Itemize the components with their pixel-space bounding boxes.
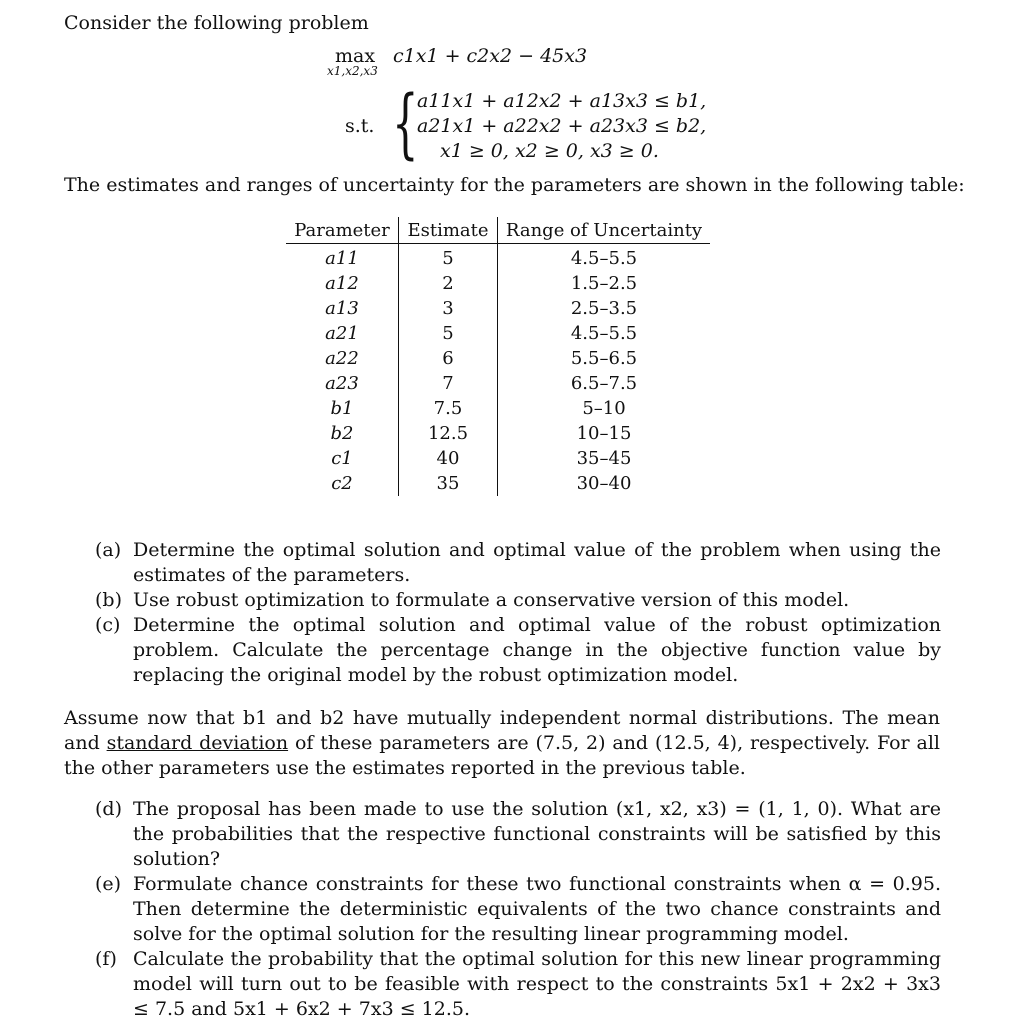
question-text: Formulate chance constraints for these two functional constraints when α = 0.95. Then determine the deterministic equivalents of the two chance constraints and solve for the optimal solution for the resulting linear programming model. xyxy=(133,873,941,945)
table-row xyxy=(286,271,710,296)
assumption-part1: Assume now that b1 and b2 have mutually independent normal distributions. The mean and xyxy=(64,707,940,754)
table-row xyxy=(286,421,710,446)
question-item xyxy=(95,538,941,588)
question-label: (d) xyxy=(95,798,122,820)
param-cell: a11 xyxy=(286,244,399,272)
estimate-cell: 2 xyxy=(399,271,498,296)
question-text: Determine the optimal solution and optimal value of the robust optimization problem. Calculate the percentage change in the objective function value by replacing the original model by the robust optimization model. xyxy=(133,614,941,686)
assumption-underlined: standard deviation xyxy=(106,732,289,754)
table-row xyxy=(286,471,710,496)
param-cell: c1 xyxy=(286,446,399,471)
range-cell: 4.5–5.5 xyxy=(570,248,638,269)
param-cell: a22 xyxy=(286,346,399,371)
estimate-cell: 5 xyxy=(399,321,498,346)
question-label: (f) xyxy=(95,948,117,970)
table-row xyxy=(286,321,710,346)
question-item xyxy=(95,872,941,947)
question-item xyxy=(95,797,941,872)
question-label: (c) xyxy=(95,614,121,636)
assumption-part2: of these parameters are (7.5, 2) and (12.5, 4), respectively. For all the other parameters use the estimates reported in the previous table. xyxy=(64,732,940,779)
param-cell: c2 xyxy=(286,471,399,496)
estimate-cell: 6 xyxy=(399,346,498,371)
max-operator: max xyxy=(335,45,376,67)
question-item xyxy=(95,613,941,688)
range-cell: 10–15 xyxy=(576,423,632,444)
questions-abc xyxy=(95,538,941,688)
question-label: (e) xyxy=(95,873,122,895)
table-row xyxy=(286,396,710,421)
param-cell: a21 xyxy=(286,321,399,346)
constraint-1: a11x1 + a12x2 + a13x3 ≤ b1, xyxy=(417,90,707,112)
questions-def xyxy=(95,797,941,1022)
intro-text: Consider the following problem xyxy=(64,12,369,34)
question-item xyxy=(95,947,941,1022)
max-variables: x1,x2,x3 xyxy=(327,64,378,78)
range-cell: 6.5–7.5 xyxy=(570,373,638,394)
estimate-cell: 7.5 xyxy=(399,396,498,421)
estimate-cell: 12.5 xyxy=(399,421,498,446)
param-cell: b1 xyxy=(286,396,399,421)
range-cell: 2.5–3.5 xyxy=(570,298,638,319)
header-range: Range of Uncertainty xyxy=(498,217,711,244)
subject-to-label: s.t. xyxy=(345,115,375,137)
constraint-2: a21x1 + a22x2 + a23x3 ≤ b2, xyxy=(417,115,707,137)
constraint-3: x1 ≥ 0, x2 ≥ 0, x3 ≥ 0. xyxy=(440,140,659,162)
table-row xyxy=(286,346,710,371)
estimate-cell: 35 xyxy=(399,471,498,496)
param-cell: a12 xyxy=(286,271,399,296)
table-row xyxy=(286,296,710,321)
question-text: Determine the optimal solution and optimal value of the problem when using the estimates of the parameters. xyxy=(133,539,941,586)
range-cell: 30–40 xyxy=(576,473,632,494)
header-estimate: Estimate xyxy=(399,217,498,244)
question-text: The proposal has been made to use the solution (x1, x2, x3) = (1, 1, 0). What are the probabilities that the respective functional constraints will be satisfied by this solution? xyxy=(133,798,941,870)
param-cell: a13 xyxy=(286,296,399,321)
table-row xyxy=(286,446,710,471)
estimate-cell: 7 xyxy=(399,371,498,396)
question-text: Use robust optimization to formulate a conservative version of this model. xyxy=(133,589,850,611)
question-text: Calculate the probability that the optimal solution for this new linear programming model will turn out to be feasible with respect to the constraints 5x1 + 2x2 + 3x3 ≤ 7.5 and 5x1 + 6x2 + 7x3 ≤ 12.5. xyxy=(133,948,941,1020)
table-header-row xyxy=(286,217,710,244)
estimate-cell: 5 xyxy=(399,244,498,272)
table-row xyxy=(286,244,710,272)
range-cell: 5–10 xyxy=(582,398,626,419)
parameter-table xyxy=(286,217,710,496)
param-cell: b2 xyxy=(286,421,399,446)
table-intro: The estimates and ranges of uncertainty for the parameters are shown in the following table: xyxy=(64,174,965,196)
question-label: (b) xyxy=(95,589,122,611)
objective-function: c1x1 + c2x2 − 45x3 xyxy=(393,45,588,67)
header-parameter: Parameter xyxy=(286,217,399,244)
assumption-paragraph xyxy=(64,706,940,781)
constraint-brace: { xyxy=(392,78,419,167)
param-cell: a23 xyxy=(286,371,399,396)
estimate-cell: 3 xyxy=(399,296,498,321)
question-item xyxy=(95,588,941,613)
estimate-cell: 40 xyxy=(399,446,498,471)
range-cell: 5.5–6.5 xyxy=(570,348,638,369)
range-cell: 4.5–5.5 xyxy=(570,323,638,344)
range-cell: 1.5–2.5 xyxy=(570,273,638,294)
range-cell: 35–45 xyxy=(576,448,632,469)
question-label: (a) xyxy=(95,539,122,561)
table-row xyxy=(286,371,710,396)
